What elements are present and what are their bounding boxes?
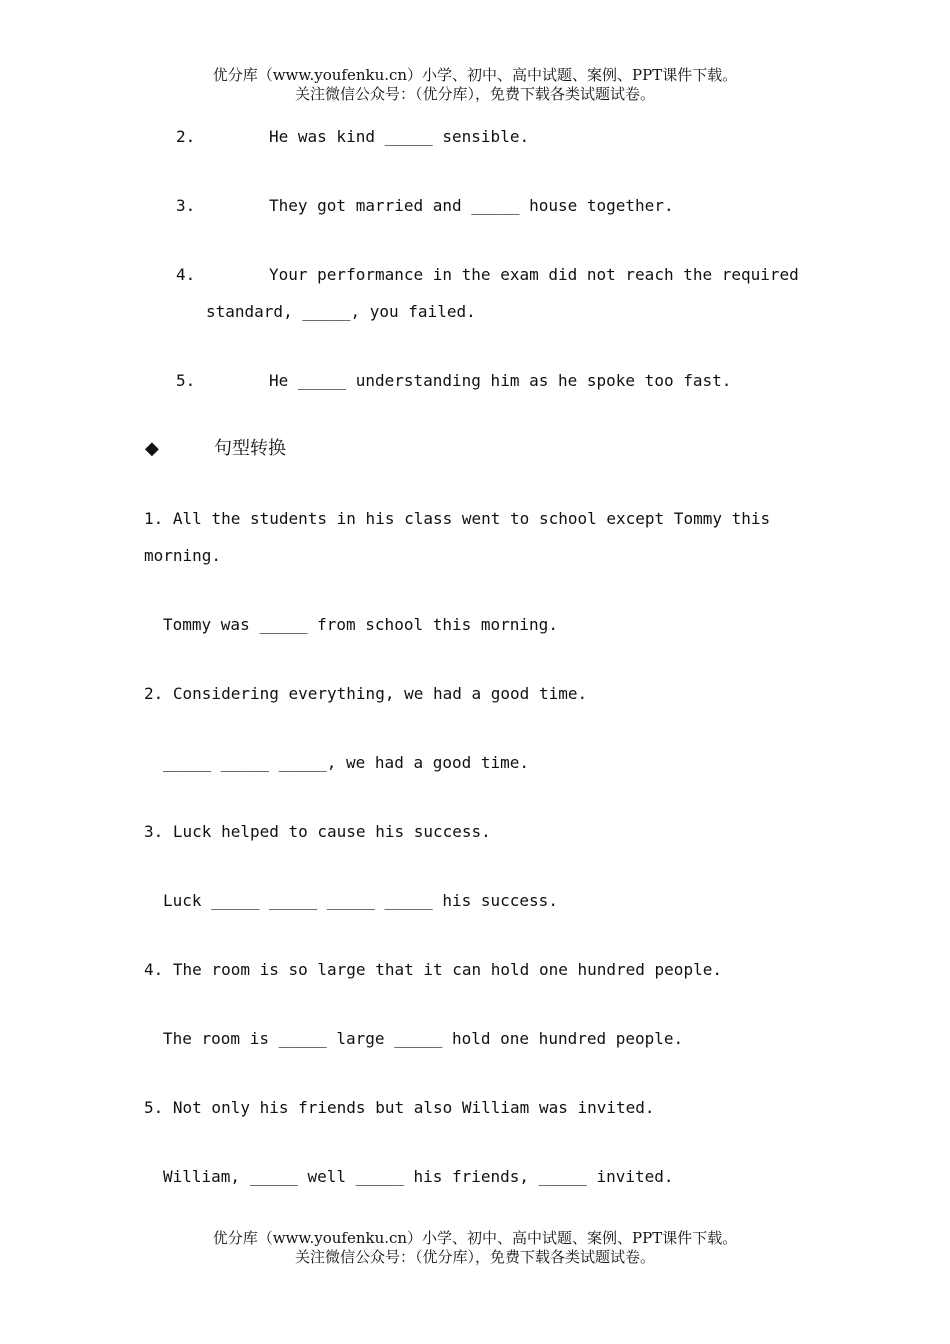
header-line-1: 优分库（www.youfenku.cn）小学、初中、高中试题、案例、PPT课件下载。	[212, 66, 738, 84]
question-text: 5. Not only his friends but also William was invited.	[144, 1098, 655, 1117]
footer-line-2: 关注微信公众号：（优分库），免费下载各类试题试卷。	[294, 1248, 655, 1266]
question-text: 3. Luck helped to cause his success.	[144, 822, 491, 841]
answer-text: Tommy was _____ from school this morning.	[163, 615, 558, 634]
header-line-2: 关注微信公众号：（优分库），免费下载各类试题试卷。	[294, 85, 655, 103]
item-text-continuation: standard, _____, you failed.	[206, 302, 476, 321]
item-text: He was kind _____ sensible.	[269, 127, 530, 146]
item-text: He _____ understanding him as he spoke too fast.	[269, 371, 732, 390]
question-text-continuation: morning.	[144, 546, 222, 565]
answer-text: William, _____ well _____ his friends, _____ invited.	[163, 1167, 674, 1186]
question-text: 2. Considering everything, we had a good time.	[144, 684, 588, 703]
question-text: 4. The room is so large that it can hold one hundred people.	[144, 960, 722, 979]
section-title: 句型转换	[214, 438, 286, 459]
answer-text: Luck _____ _____ _____ _____ his success.	[163, 891, 558, 910]
item-text: Your performance in the exam did not reach the required	[269, 265, 799, 284]
item-number: 5.	[176, 371, 196, 390]
item-text: They got married and _____ house together.	[269, 196, 674, 215]
item-number: 2.	[176, 127, 196, 146]
footer-line-1: 优分库（www.youfenku.cn）小学、初中、高中试题、案例、PPT课件下载。	[212, 1229, 738, 1247]
question-text: 1. All the students in his class went to school except Tommy this	[144, 509, 771, 528]
answer-text: The room is _____ large _____ hold one hundred people.	[163, 1029, 684, 1048]
diamond-bullet-icon: ◆	[145, 438, 159, 459]
item-number: 4.	[176, 265, 196, 284]
item-number: 3.	[176, 196, 196, 215]
answer-text: _____ _____ _____, we had a good time.	[163, 753, 530, 772]
